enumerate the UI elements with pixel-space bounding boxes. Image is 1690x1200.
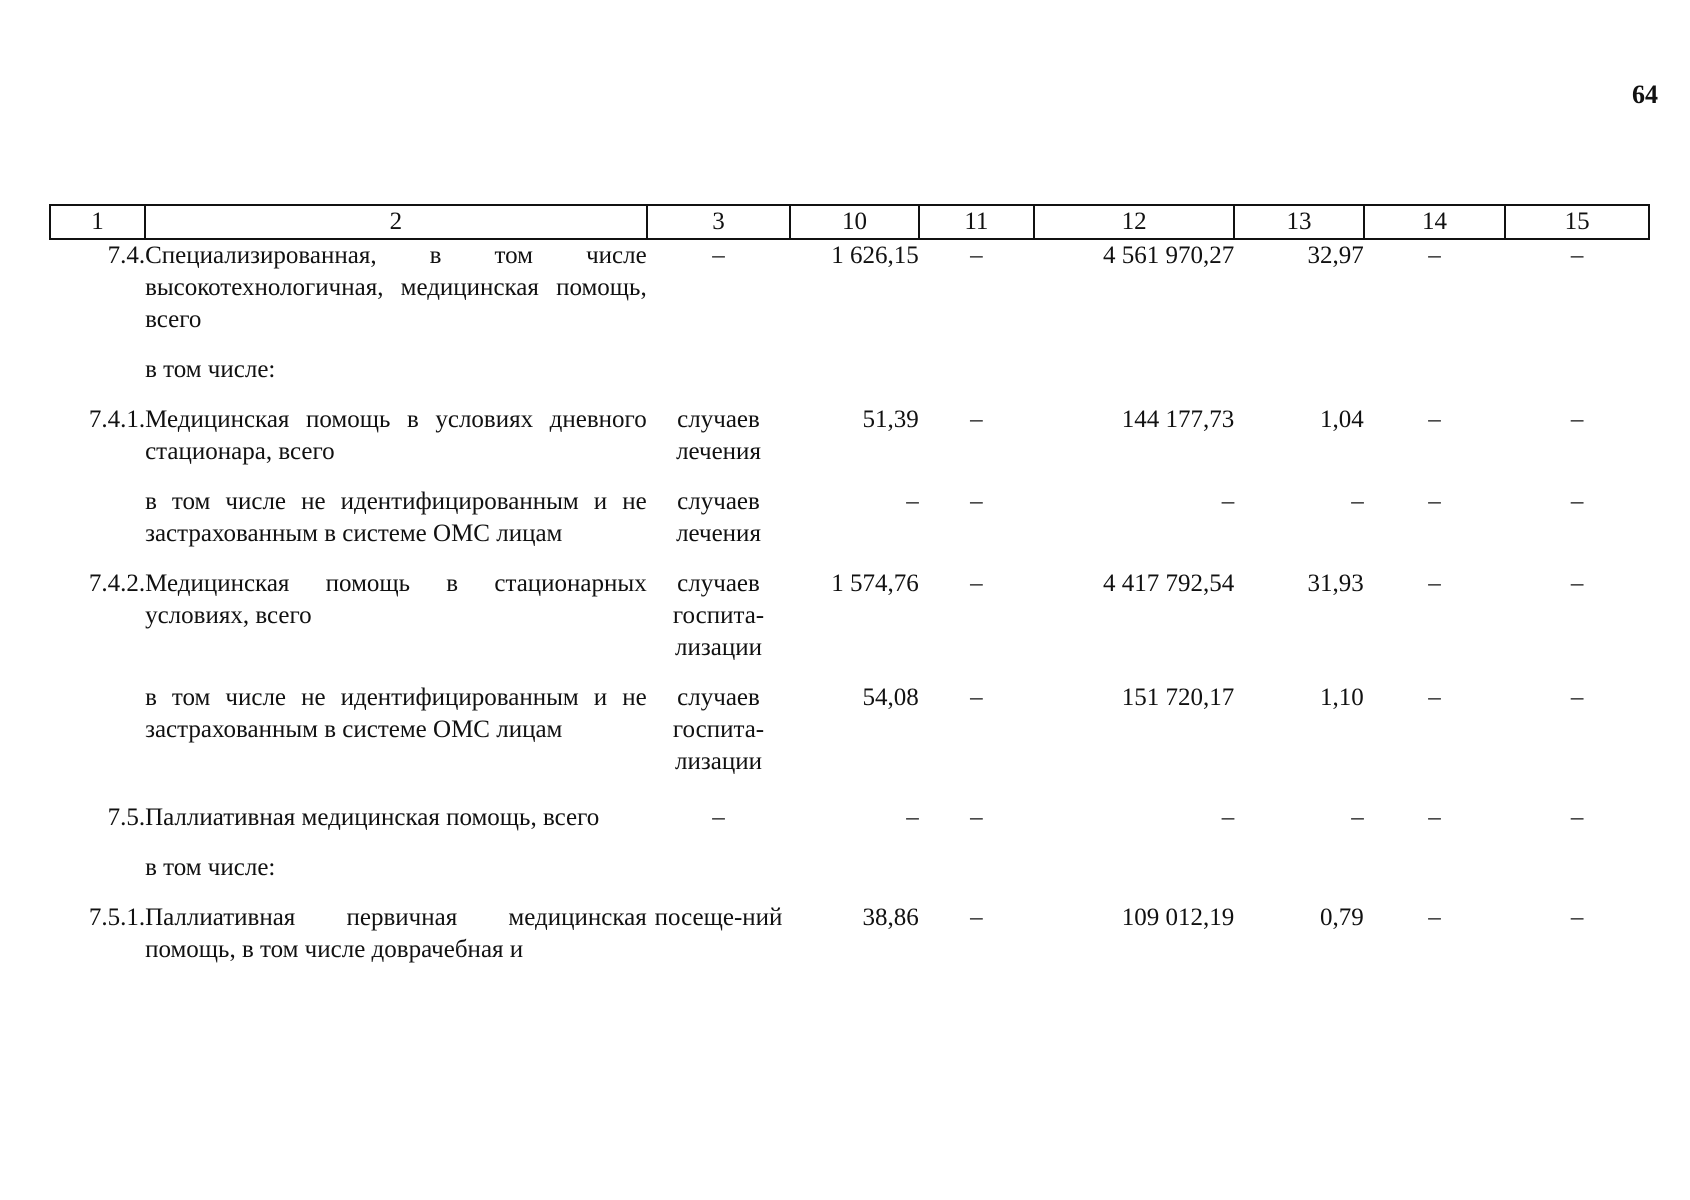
cell-col-11: – (970, 804, 983, 831)
cell-col-10: 1 574,76 (831, 570, 919, 597)
page-number: 64 (1632, 80, 1658, 109)
cell-col-14: – (1428, 406, 1441, 433)
column-header-2: 2 (145, 205, 647, 239)
cell-col-10: 54,08 (862, 684, 919, 711)
row-unit: случаев госпита-лизации (672, 570, 765, 661)
cell-col-12: 109 012,19 (1121, 904, 1235, 931)
cell-col-14: – (1428, 804, 1441, 831)
table-row (50, 468, 1649, 550)
cell-col-13: 0,79 (1320, 904, 1364, 931)
cell-col-15: – (1570, 242, 1584, 269)
cell-col-14 (1364, 834, 1506, 884)
cell-col-11: – (970, 406, 983, 433)
cell-col-15: – (1570, 488, 1584, 515)
cell-col-15 (1505, 834, 1649, 884)
cell-col-14 (1364, 336, 1506, 386)
row-name: Специализированная, в том числе высокотехнологичная, медицинская помощь, всего (145, 242, 647, 333)
cell-col-12: 4 417 792,54 (1103, 570, 1235, 597)
table-row (50, 239, 1649, 336)
column-header-1: 1 (50, 205, 145, 239)
row-number (50, 468, 145, 550)
cell-col-12: – (1221, 488, 1235, 515)
cell-col-11 (919, 336, 1034, 386)
data-table (49, 204, 1650, 966)
row-name: Паллиативная первичная медицинская помощь, в том числе доврачебная и (145, 904, 647, 963)
column-header-3: 3 (647, 205, 791, 239)
cell-col-13: 1,10 (1320, 684, 1364, 711)
column-header-11: 11 (919, 205, 1034, 239)
cell-col-13 (1234, 336, 1363, 386)
table-row (50, 778, 1649, 834)
cell-col-15 (1505, 336, 1649, 386)
column-header-12: 12 (1034, 205, 1234, 239)
row-number: 7.4.1. (88, 406, 146, 433)
row-unit (647, 336, 791, 386)
row-unit: случаев лечения (676, 488, 761, 547)
cell-col-10: – (906, 804, 919, 831)
cell-col-10 (790, 834, 918, 884)
cell-col-15: – (1570, 804, 1584, 831)
cell-col-11 (919, 834, 1034, 884)
cell-col-14: – (1428, 904, 1441, 931)
cell-col-12 (1034, 336, 1234, 386)
cell-col-12: 4 561 970,27 (1103, 242, 1235, 269)
row-number: 7.5. (107, 804, 146, 831)
column-header-14: 14 (1364, 205, 1506, 239)
cell-col-12: 151 720,17 (1121, 684, 1235, 711)
cell-col-15: – (1570, 406, 1584, 433)
column-header-15: 15 (1505, 205, 1649, 239)
cell-col-14: – (1428, 488, 1441, 515)
cell-col-11: – (970, 570, 983, 597)
cell-col-13: – (1351, 488, 1364, 515)
cell-col-13: 31,93 (1307, 570, 1364, 597)
cell-col-15: – (1570, 570, 1584, 597)
cell-col-13: 1,04 (1320, 406, 1364, 433)
cell-col-10: – (906, 488, 919, 515)
row-number (50, 834, 145, 884)
cell-col-14: – (1428, 684, 1441, 711)
table-row (50, 386, 1649, 468)
cell-col-15: – (1570, 684, 1584, 711)
cell-col-14: – (1428, 570, 1441, 597)
row-unit (647, 834, 791, 884)
row-unit: случаев лечения (676, 406, 761, 465)
cell-col-13 (1234, 834, 1363, 884)
cell-col-11: – (970, 904, 983, 931)
row-unit: посеще-ний (654, 904, 783, 931)
row-name: в том числе не идентифицированным и не застрахованным в системе ОМС лицам (145, 684, 647, 743)
row-name: в том числе: (145, 854, 276, 881)
table-row (50, 664, 1649, 778)
cell-col-10 (790, 336, 918, 386)
column-header-10: 10 (790, 205, 918, 239)
cell-col-10: 51,39 (862, 406, 919, 433)
row-name: в том числе: (145, 356, 276, 383)
cell-col-12: – (1221, 804, 1235, 831)
cell-col-11: – (970, 684, 983, 711)
cell-col-15: – (1570, 904, 1584, 931)
row-unit: случаев госпита-лизации (672, 684, 765, 775)
row-number (50, 336, 145, 386)
column-number-row (50, 205, 1649, 239)
row-number: 7.4.2. (88, 570, 146, 597)
column-header-13: 13 (1234, 205, 1363, 239)
table-body (50, 239, 1649, 966)
row-unit: – (712, 242, 725, 269)
table-row (50, 834, 1649, 884)
row-number: 7.4. (107, 242, 146, 269)
cell-col-11: – (970, 488, 983, 515)
row-number: 7.5.1. (88, 904, 146, 931)
cell-col-14: – (1428, 242, 1441, 269)
table-row (50, 550, 1649, 664)
row-unit: – (712, 804, 725, 831)
row-name: Медицинская помощь в стационарных условиях, всего (145, 570, 647, 629)
table-row (50, 884, 1649, 966)
row-name: в том числе не идентифицированным и не застрахованным в системе ОМС лицам (145, 488, 647, 547)
row-name: Паллиативная медицинская помощь, всего (145, 804, 600, 831)
cell-col-12 (1034, 834, 1234, 884)
row-number (50, 664, 145, 778)
cell-col-13: 32,97 (1307, 242, 1364, 269)
cell-col-10: 1 626,15 (831, 242, 919, 269)
cell-col-12: 144 177,73 (1121, 406, 1235, 433)
cell-col-10: 38,86 (862, 904, 919, 931)
row-name: Медицинская помощь в условиях дневного стационара, всего (145, 406, 647, 465)
cell-col-11: – (970, 242, 983, 269)
cell-col-13: – (1351, 804, 1364, 831)
table-row (50, 336, 1649, 386)
